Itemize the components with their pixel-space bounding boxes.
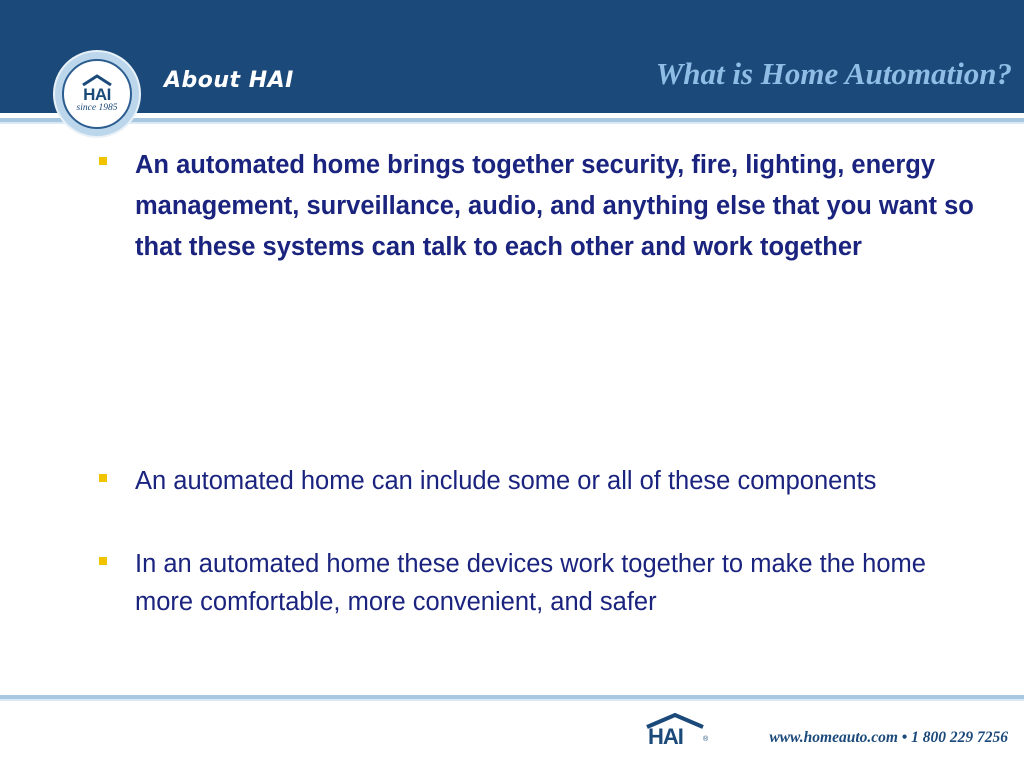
hai-logo-badge xyxy=(55,52,139,136)
footer-divider-light xyxy=(0,699,1024,701)
bullet-marker xyxy=(99,557,107,565)
bullet-marker xyxy=(99,474,107,482)
bullet-text: In an automated home these devices work together to make the home more comfortable, more convenient, and safer xyxy=(135,550,926,616)
bullet-marker xyxy=(99,157,107,165)
bullet-text: An automated home brings together security, fire, lighting, energy management, surveillance, audio, and anything else that you want so that these systems can talk to each other and work together xyxy=(135,151,974,261)
logo-since: since 1985 xyxy=(76,103,118,113)
footer-logo-text: HAI xyxy=(648,724,683,749)
section-label: About HAI xyxy=(164,68,294,93)
bullet-text: An automated home can include some or all of these components xyxy=(135,467,877,495)
footer-contact: www.homeauto.com • 1 800 229 7256 xyxy=(769,729,1008,746)
footer-logo-mark: ® xyxy=(703,736,709,743)
logo-text: HAI xyxy=(83,85,111,104)
header-divider-light xyxy=(0,122,1024,124)
slide-title: What is Home Automation? xyxy=(655,56,1012,91)
